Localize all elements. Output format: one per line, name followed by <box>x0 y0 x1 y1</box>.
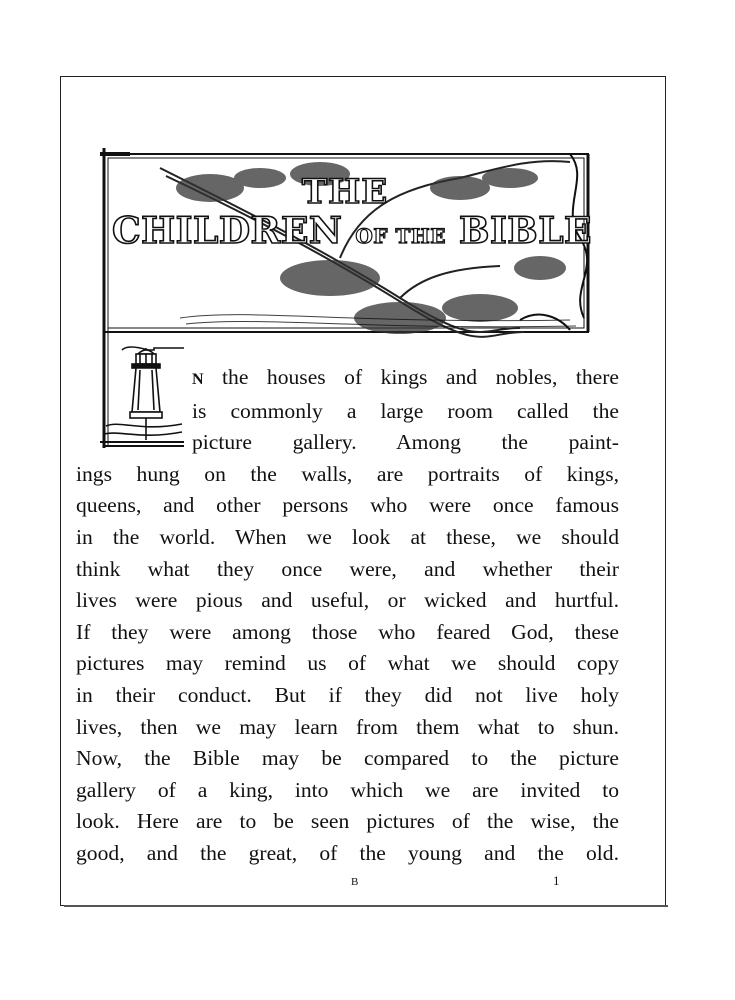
text-line: is commonly a large room called the <box>192 398 619 423</box>
title-word-bible: BIBLE <box>459 210 592 252</box>
text-line: lives were pious and useful, or wicked and hurtful. <box>76 588 619 613</box>
text-line: gallery of a king, into which we are invited to <box>76 777 619 802</box>
text-line: picture gallery. Among the paint- <box>192 430 619 455</box>
text-line: in their conduct. But if they did not live holy <box>76 682 619 707</box>
text-line: Now, the Bible may be compared to the picture <box>76 746 619 771</box>
dropcap-continuation: N <box>192 371 204 388</box>
title-word-children: CHILDREN <box>112 210 343 252</box>
text-line: queens, and other persons who were once famous <box>76 493 619 518</box>
title-line-2 <box>112 210 592 252</box>
page-border-shadow <box>64 905 668 907</box>
text-line: good, and the great, of the young and the old. <box>76 840 619 865</box>
text-line: in the world. When we look at these, we should <box>76 524 619 549</box>
text-line: N the houses of kings and nobles, there <box>192 365 619 389</box>
title-word-of-the: OF THE <box>355 224 446 248</box>
body-paragraph <box>76 362 619 870</box>
text-line: lives, then we may learn from them what to shun. <box>76 714 619 739</box>
text-line: pictures may remind us of what we should copy <box>76 651 619 676</box>
signature-mark: B <box>351 876 359 888</box>
title-line-1: THE <box>301 172 389 212</box>
text-line: If they were among those who feared God, these <box>76 619 619 644</box>
text-line: look. Here are to be seen pictures of the wise, the <box>76 809 619 834</box>
page-number: 1 <box>553 873 560 888</box>
text-line: think what they once were, and whether their <box>76 556 619 581</box>
text-line: ings hung on the walls, are portraits of kings, <box>76 461 619 486</box>
